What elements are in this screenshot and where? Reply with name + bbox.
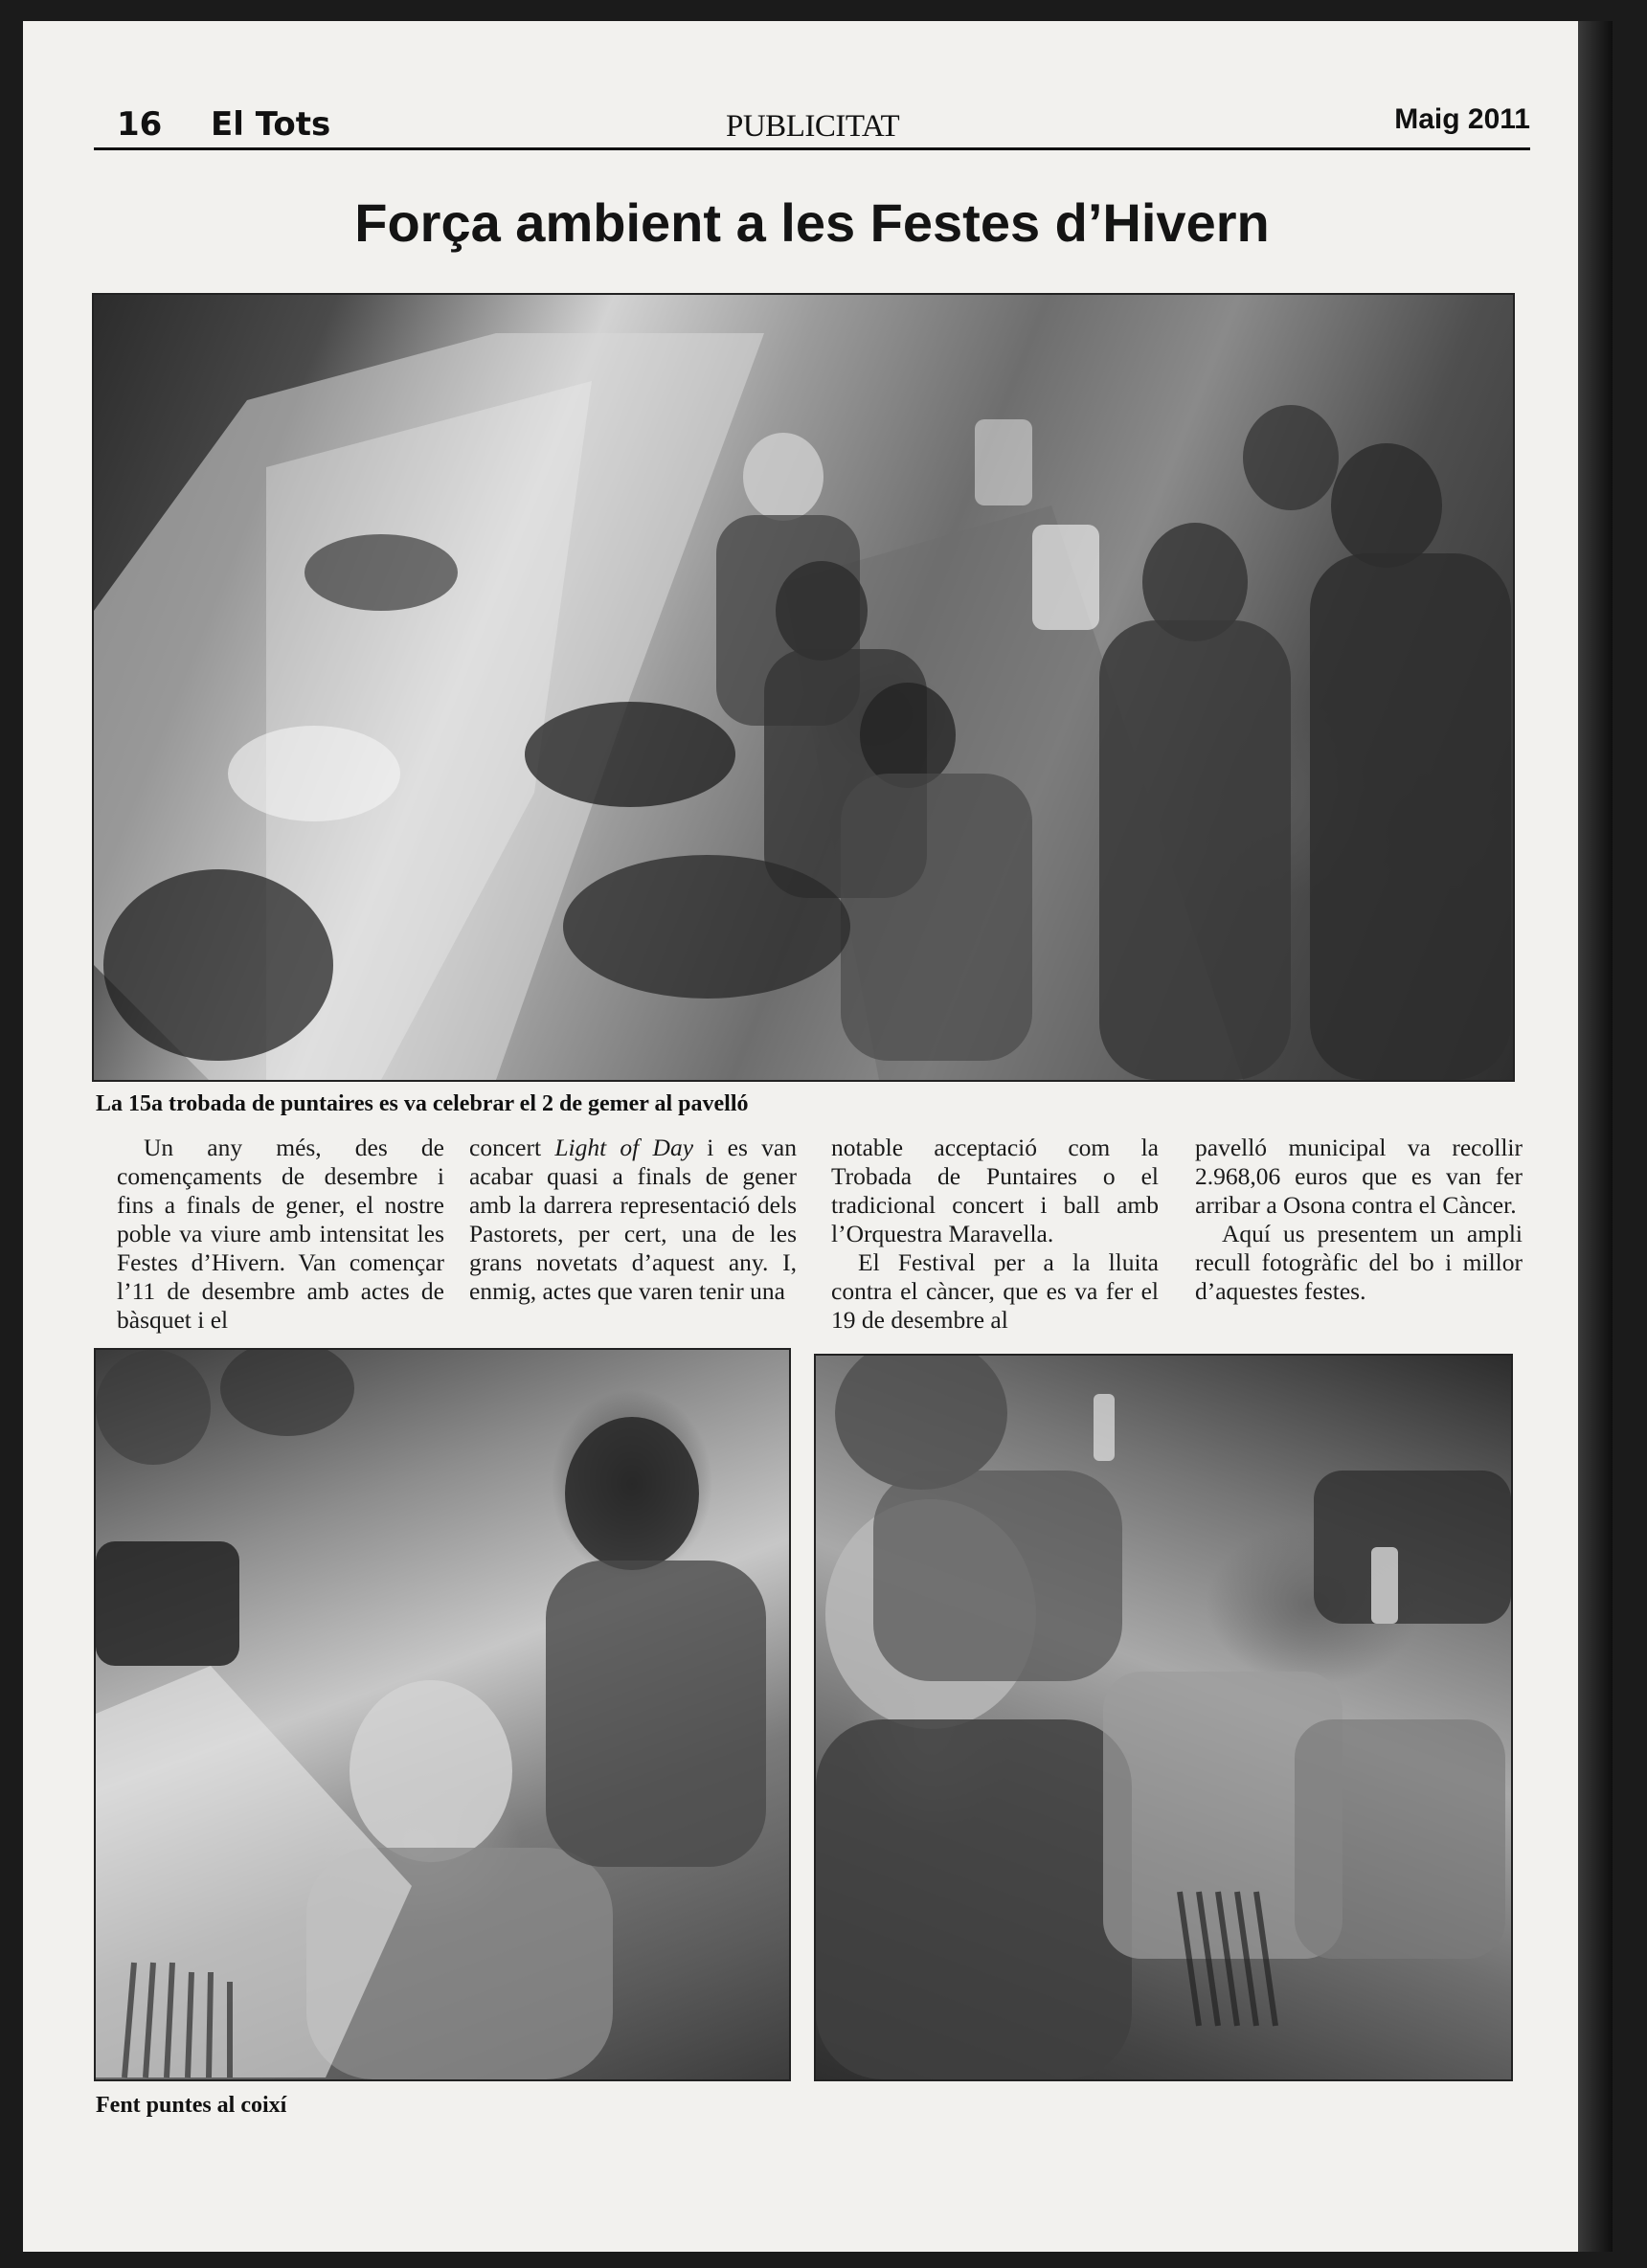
paragraph: Un any més, des de començaments de desembre i fins a finals de gener, el nostre poble va viure amb intensitat les Festes d’Hivern. Van començar l’11 de desembre amb actes de bàsquet i el — [117, 1134, 444, 1334]
page-number: 16 — [117, 105, 163, 144]
page-gutter-shadow — [1578, 21, 1613, 2252]
bottom-photo-caption: Fent puntes al coixí — [96, 2093, 287, 2118]
paragraph — [469, 1134, 797, 1306]
issue-date: Maig 2011 — [1394, 103, 1530, 135]
main-photo-graphic — [94, 295, 1513, 1080]
section-name: PUBLICITAT — [726, 109, 900, 144]
main-photo-caption: La 15a trobada de puntaires es va celebrar el 2 de gemer al pavelló — [96, 1091, 749, 1116]
header-rule — [94, 147, 1530, 150]
text-column-2 — [469, 1134, 797, 1306]
text-column-3 — [831, 1134, 1159, 1335]
bottom-left-photo — [94, 1348, 791, 2081]
text-run: concert — [469, 1134, 555, 1161]
paragraph: Aquí us presentem un ampli recull fotogràfic del bo i millor d’aquestes festes. — [1195, 1220, 1523, 1305]
bottom-right-photo-graphic — [816, 1356, 1511, 2079]
bottom-right-photo — [814, 1354, 1513, 2081]
paragraph: El Festival per a la lluita contra el càncer, que es va fer el 19 de desembre al — [831, 1248, 1159, 1334]
concert-title: Light of Day — [554, 1134, 694, 1161]
text-column-4 — [1195, 1134, 1523, 1306]
page-header — [94, 77, 1530, 144]
paragraph: notable acceptació com la Trobada de Puntaires o el tradicional concert i ball amb l’Orquestra Maravella. — [831, 1134, 1159, 1247]
text-run: i es van acabar quasi a finals de gener amb la darrera representació dels Pastorets, per cert, una de les grans novetats d’aquest any. I, enmig, actes que varen tenir una — [469, 1134, 797, 1305]
text-column-1 — [117, 1134, 444, 1335]
main-photo — [92, 293, 1515, 1082]
article-title: Força ambient a les Festes d’Hivern — [354, 192, 1270, 253]
magazine-name: El Tots — [211, 105, 331, 144]
bottom-left-photo-graphic — [96, 1350, 789, 2079]
paragraph: pavelló municipal va recollir 2.968,06 euros que es van fer arribar a Osona contra el Càncer. — [1195, 1134, 1523, 1219]
